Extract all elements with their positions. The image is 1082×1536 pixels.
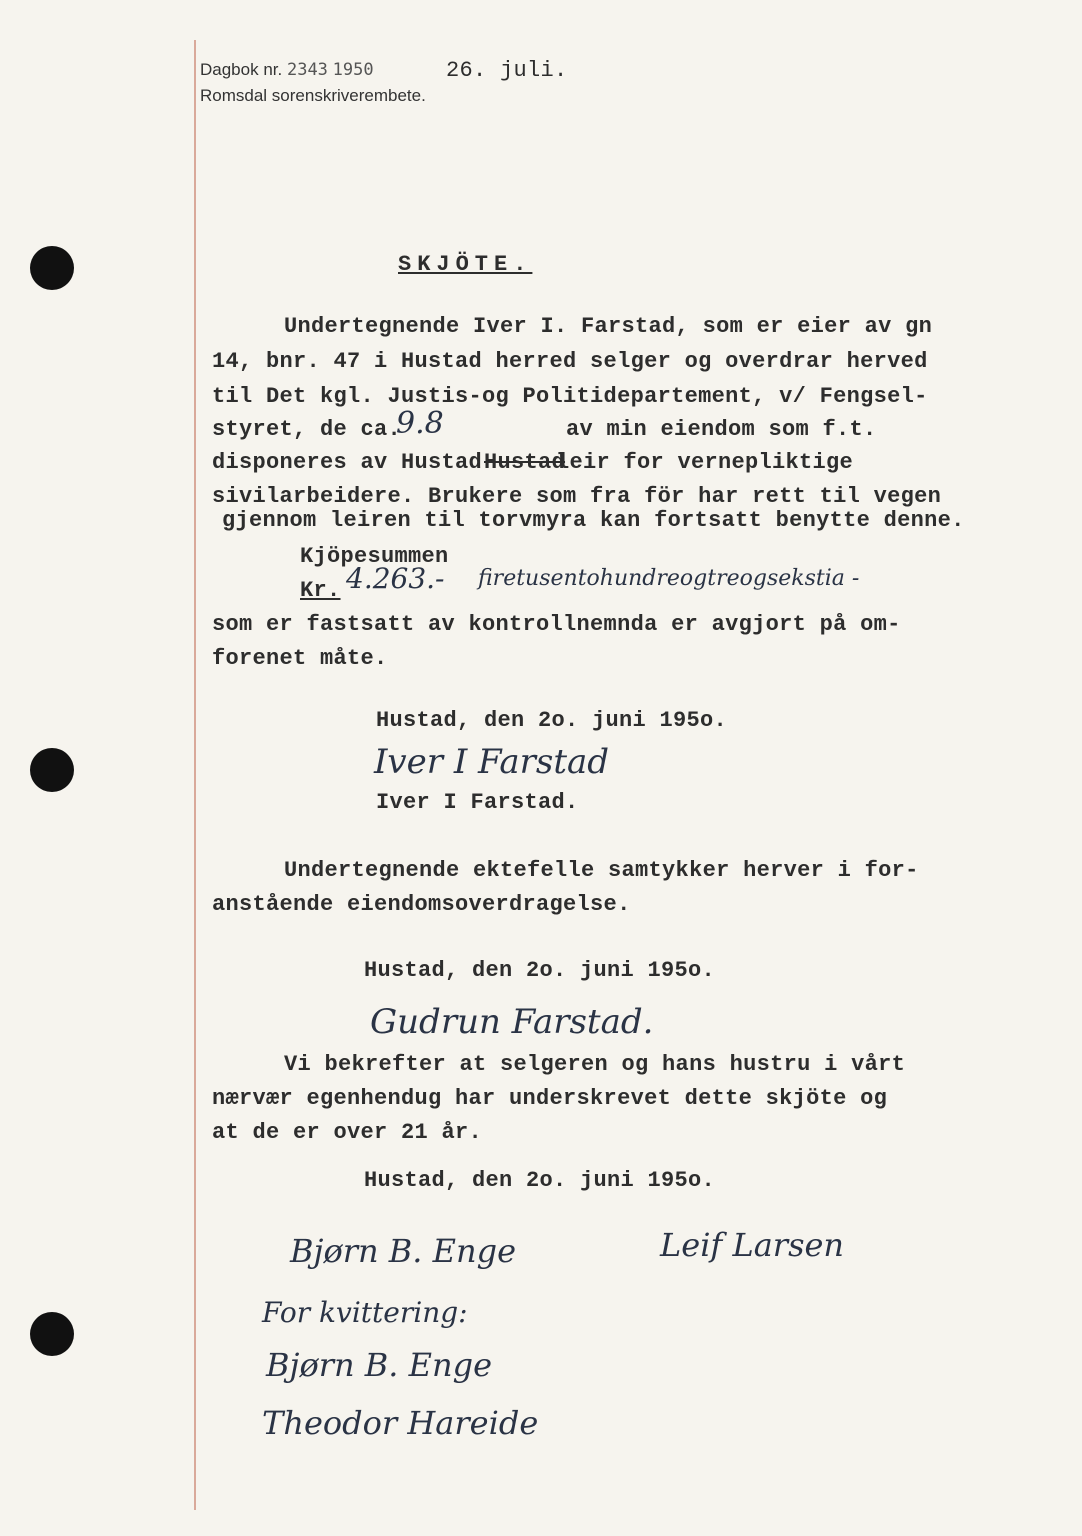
body-line: til Det kgl. Justis-og Politidepartement, v/ Fengsel- <box>212 384 928 409</box>
document-title: SKJÖTE. <box>398 252 533 277</box>
stamp-year: 1950 <box>332 60 374 80</box>
punch-hole-middle <box>30 748 74 792</box>
witness-signature: Theodor Hareide <box>262 1404 539 1442</box>
body-line: forenet måte. <box>212 646 388 671</box>
body-line: 14, bnr. 47 i Hustad herred selger og overdrar herved <box>212 349 928 374</box>
stamp-label: Dagbok nr. <box>200 60 283 79</box>
punch-hole-top <box>30 246 74 290</box>
stamp-line-1 <box>200 60 374 80</box>
witness-signature: Bjørn B. Enge <box>290 1232 517 1270</box>
witness-signature: Leif Larsen <box>660 1226 845 1264</box>
body-line: Undertegnende Iver I. Farstad, som er eier av gn <box>284 314 933 339</box>
stamp-number: 2343 <box>286 60 328 80</box>
consent-line: anstående eiendomsoverdragelse. <box>212 892 631 917</box>
spouse-signature: Gudrun Farstad. <box>370 1002 654 1042</box>
purchase-sum-prefix: Kr. <box>300 578 341 603</box>
stamp-office: Romsdal sorenskriverembete. <box>200 86 426 105</box>
consent-line: Undertegnende ektefelle samtykker herver i for- <box>284 858 919 883</box>
stamp-date: 26. juli. <box>446 58 568 83</box>
witness-note: For kvittering: <box>262 1296 468 1329</box>
seller-signature: Iver I Farstad <box>374 742 610 782</box>
purchase-sum-words: firetusentohundreogtreogsekstia - <box>478 566 860 591</box>
witness-line: at de er over 21 år. <box>212 1120 483 1145</box>
witness-signature: Bjørn B. Enge <box>266 1346 493 1384</box>
place-date: Hustad, den 2o. juni 195o. <box>376 708 728 733</box>
body-line: som er fastsatt av kontrollnemnda er avgjort på om- <box>212 612 901 637</box>
seller-name: Iver I Farstad. <box>376 790 579 815</box>
body-line: leir for vernepliktige <box>556 450 854 475</box>
handwritten-area: 9.8 <box>396 406 444 441</box>
place-date: Hustad, den 2o. juni 195o. <box>364 958 716 983</box>
body-line: av min eiendom som f.t. <box>566 417 877 442</box>
body-line: sivilarbeidere. Brukere som fra för har rett til vegen <box>212 484 942 509</box>
punch-hole-bottom <box>30 1312 74 1356</box>
body-line: gjennom leiren til torvmyra kan fortsatt benytte denne. <box>222 508 965 533</box>
body-line: disponeres av Hustad <box>212 450 483 475</box>
struck-word: Hustad <box>484 450 566 475</box>
purchase-sum-amount: 4.263.- <box>346 562 445 595</box>
body-line: styret, de ca. <box>212 417 402 442</box>
witness-line: Vi bekrefter at selgeren og hans hustru i vårt <box>284 1052 906 1077</box>
place-date: Hustad, den 2o. juni 195o. <box>364 1168 716 1193</box>
margin-line <box>194 40 196 1510</box>
purchase-sum-label: Kjöpesummen <box>300 544 449 569</box>
witness-line: nærvær egenhendug har underskrevet dette skjöte og <box>212 1086 888 1111</box>
